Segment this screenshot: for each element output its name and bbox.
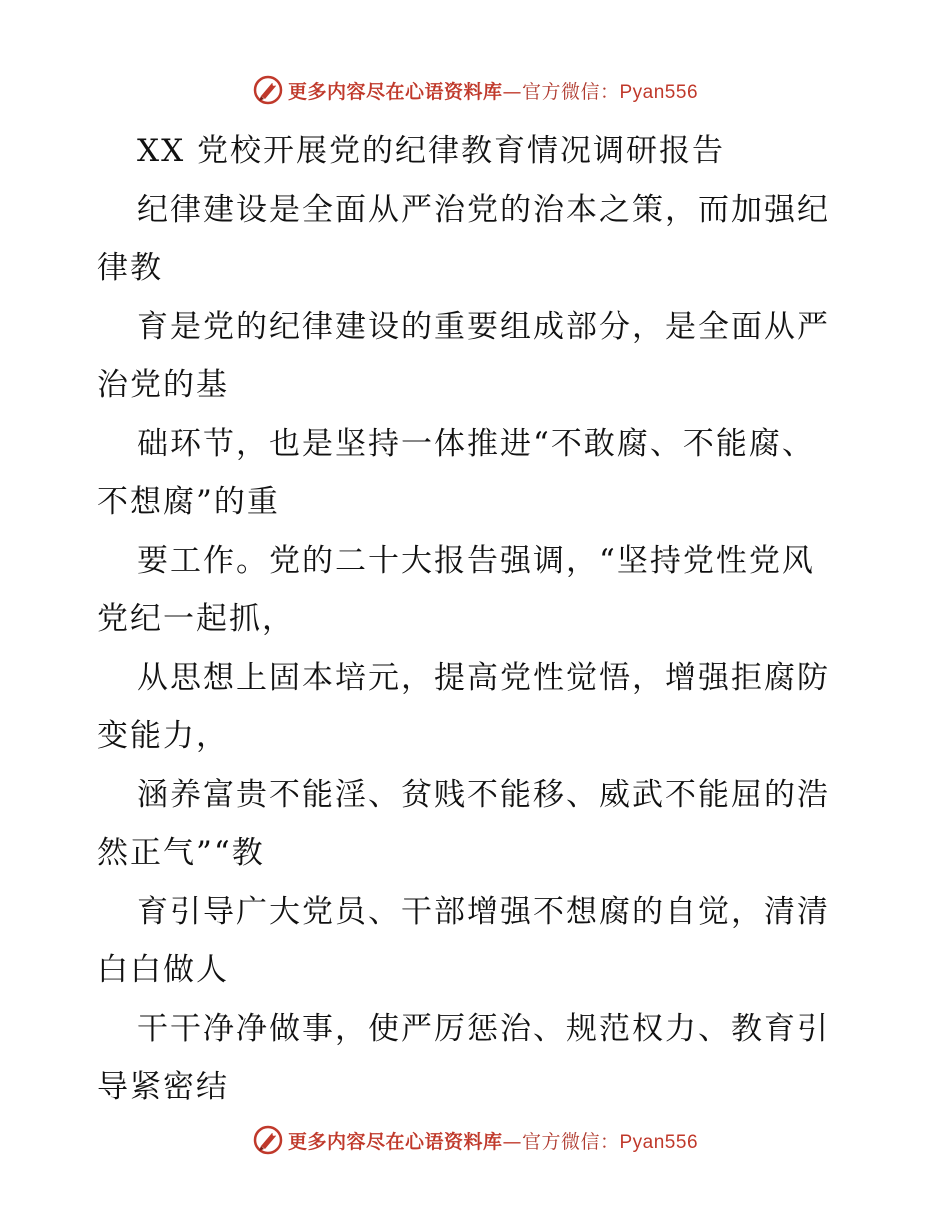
document-line: 干干净净做事，使严厉惩治、规范权力、教育引 — [137, 1010, 830, 1047]
document-line: 党纪一起抓， — [97, 601, 295, 637]
pen-logo-icon — [252, 1124, 284, 1156]
document-line: 从思想上固本培元，提高党性觉悟，增强拒腐防 — [137, 659, 830, 696]
document-line: 础环节，也是坚持一体推进“不敢腐、不能腐、 — [137, 425, 815, 462]
document-line: 育引导广大党员、干部增强不想腐的自觉，清清 — [137, 893, 830, 930]
footer-dash: — — [502, 1130, 522, 1153]
document-title: XX 党校开展党的纪律教育情况调研报告 — [137, 133, 725, 169]
document-line: 导紧密结 — [97, 1069, 229, 1105]
document-line: 治党的基 — [97, 367, 229, 403]
header-banner-text — [288, 77, 698, 104]
header-dash: — — [502, 80, 522, 103]
document-line: 白白做人 — [97, 952, 229, 988]
footer-site-text: 更多内容尽在心语资料库 — [287, 1130, 503, 1153]
footer-wechat-label: 官方微信： — [521, 1130, 620, 1153]
document-line: 然正气”“教 — [97, 835, 265, 871]
header-wechat-label: 官方微信： — [521, 80, 620, 103]
footer-banner-text — [288, 1127, 698, 1154]
document-line: 育是党的纪律建设的重要组成部分，是全面从严 — [137, 308, 830, 345]
document-line: 律教 — [97, 250, 163, 286]
document-line: 涵养富贵不能淫、贫贱不能移、威武不能屈的浩 — [137, 776, 830, 813]
document-body — [97, 122, 857, 1117]
header-site-text: 更多内容尽在心语资料库 — [287, 80, 503, 103]
document-line: 变能力， — [97, 718, 229, 754]
document-line: 纪律建设是全面从严治党的治本之策，而加强纪 — [137, 191, 830, 228]
header-banner — [0, 70, 950, 110]
document-line: 要工作。党的二十大报告强调，“坚持党性党风 — [137, 542, 815, 579]
footer-wechat-id: Pyan556 — [619, 1131, 699, 1153]
pen-logo-icon — [252, 74, 284, 106]
footer-banner — [0, 1120, 950, 1160]
document-line: 不想腐”的重 — [97, 484, 280, 520]
header-wechat-id: Pyan556 — [619, 81, 699, 103]
